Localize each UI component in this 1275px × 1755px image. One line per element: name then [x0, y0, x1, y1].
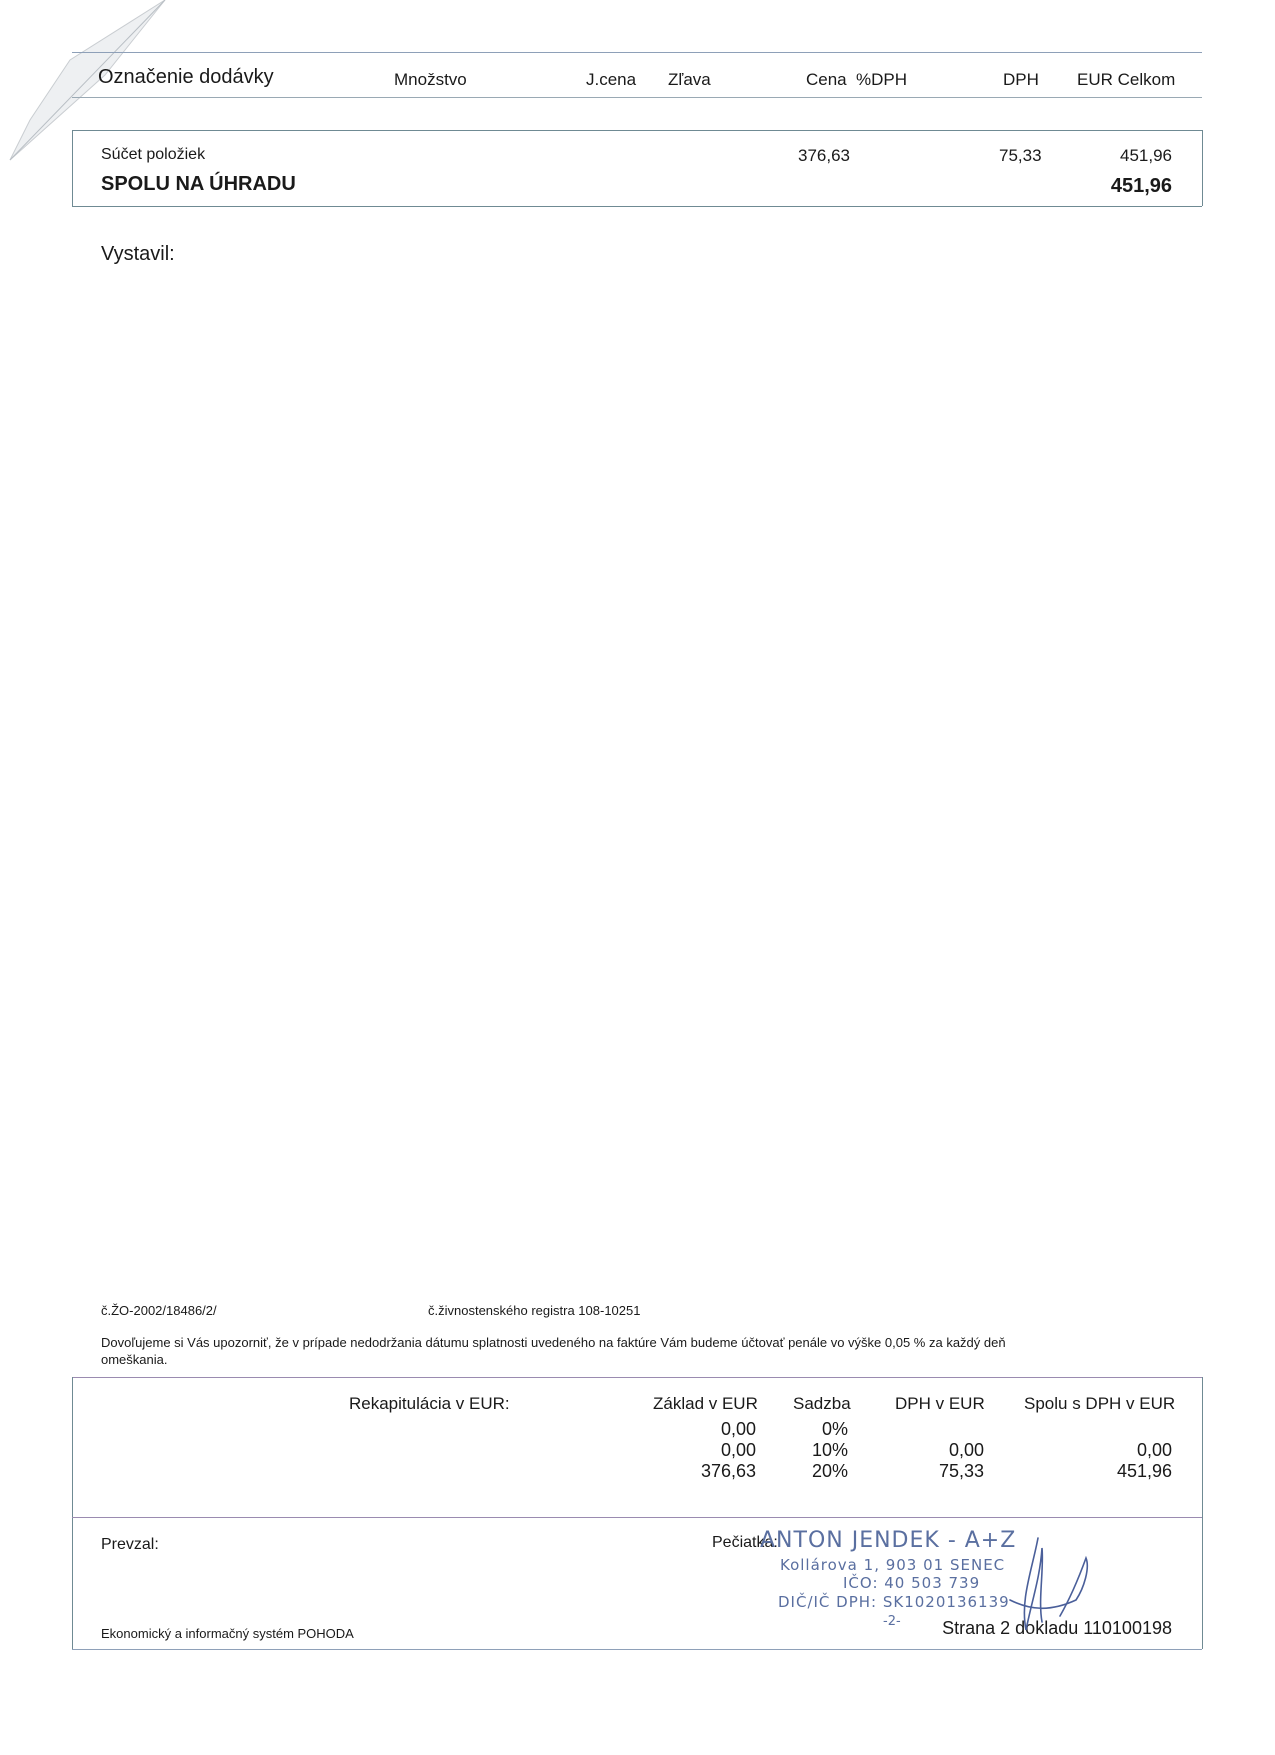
header-total: EUR Celkom: [1077, 70, 1176, 89]
amount-due-total: 451,96: [1110, 175, 1172, 197]
signature: [980, 1530, 1100, 1640]
recap-col-vat: DPH v EUR: [895, 1394, 985, 1413]
items-sum-label: Súčet položiek: [101, 146, 206, 163]
recap-col-total: Spolu s DPH v EUR: [1024, 1394, 1176, 1413]
header-vat: DPH: [1003, 70, 1039, 89]
header-designation: Označenie dodávky: [98, 66, 274, 88]
recap-base-2: 376,63: [700, 1461, 756, 1481]
stamp-ico: IČO: 40 503 739: [843, 1574, 981, 1592]
recap-left-rule: [72, 1377, 73, 1649]
received-by-label: Prevzal:: [101, 1536, 159, 1553]
recap-total-1: 0,00: [1136, 1440, 1172, 1460]
stamp-label: Pečiatka:: [712, 1534, 778, 1551]
header-bottom-rule: [72, 97, 1202, 98]
header-quantity: Množstvo: [394, 70, 467, 89]
recap-total-2: 451,96: [1116, 1461, 1172, 1481]
items-sum-vat: 75,33: [999, 146, 1042, 165]
stamp-address: Kollárova 1, 903 01 SENEC: [780, 1556, 1006, 1574]
amount-due-label: SPOLU NA ÚHRADU: [101, 173, 296, 195]
trade-registry-number: č.živnostenského registra 108-10251: [428, 1303, 641, 1318]
stamp-company-name: ANTON JENDEK - A+Z: [760, 1528, 1017, 1553]
issued-by-label: Vystavil:: [101, 243, 175, 265]
recap-col-base: Základ v EUR: [653, 1394, 758, 1413]
items-sum-price: 376,63: [798, 146, 850, 165]
recap-base-1: 0,00: [720, 1440, 756, 1460]
footer-bottom-rule: [72, 1649, 1202, 1650]
recap-vat-2: 75,33: [938, 1461, 984, 1481]
recap-vat-1: 0,00: [948, 1440, 984, 1460]
recap-base-0: 0,00: [720, 1419, 756, 1439]
software-name: Ekonomický a informačný systém POHODA: [101, 1626, 354, 1641]
header-price: Cena: [806, 70, 847, 89]
header-discount: Zľava: [668, 70, 711, 89]
stamp-number: -2-: [883, 1614, 901, 1629]
summary-right-rule: [1202, 130, 1203, 206]
recap-right-rule: [1202, 1377, 1203, 1649]
summary-top-rule: [72, 130, 1202, 131]
late-payment-notice-continued: omeškania.: [101, 1352, 168, 1367]
summary-bottom-rule: [72, 206, 1202, 207]
header-vat-pct: %DPH: [856, 70, 908, 89]
recap-rate-2: 20%: [811, 1461, 848, 1481]
summary-left-rule: [72, 130, 73, 206]
recap-rate-1: 10%: [811, 1440, 848, 1460]
recap-top-rule: [72, 1377, 1202, 1378]
stamp-dic: DIČ/IČ DPH: SK1020136139: [778, 1593, 1010, 1611]
late-payment-notice: Dovoľujeme si Vás upozorniť, že v prípade nedodržania dátumu splatnosti uvedeného na faktúre Vám budeme účtovať penále vo výške 0,05 % za každý deň: [101, 1335, 1006, 1350]
items-sum-total: 451,96: [1120, 146, 1172, 165]
header-top-rule: [72, 52, 1202, 53]
folded-corner: [0, 0, 200, 200]
recap-title: Rekapitulácia v EUR:: [349, 1394, 510, 1413]
header-unit-price: J.cena: [586, 70, 637, 89]
recap-rate-0: 0%: [821, 1419, 848, 1439]
recap-bottom-rule: [72, 1517, 1202, 1518]
recap-col-rate: Sadzba: [793, 1394, 851, 1413]
page-info: Strana 2 dokladu 110100198: [942, 1618, 1172, 1638]
zo-registry-number: č.ŽO-2002/18486/2/: [101, 1303, 217, 1318]
